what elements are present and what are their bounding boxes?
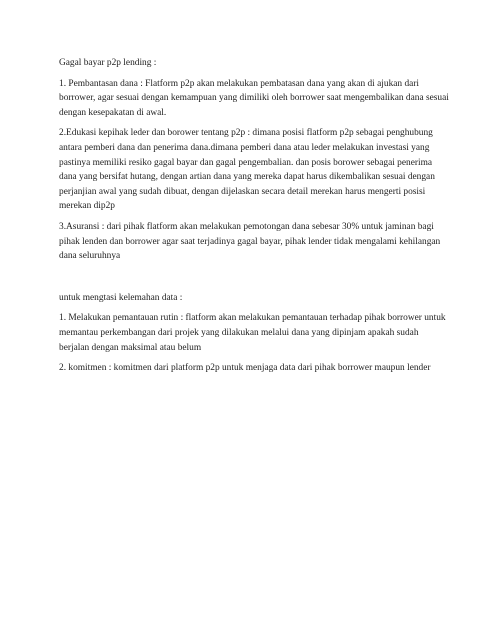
paragraph-komitmen: 2. komitmen : komitmen dari platform p2p untuk menjaga data dari pihak borrower maupun lender	[59, 363, 431, 374]
heading-kelemahan-data: untuk mengtasi kelemahan data :	[59, 292, 183, 303]
paragraph-asuransi: 3.Asuransi : dari pihak flatform akan melakukan pemotongan dana sebesar 30% untuk jaminan bagi pihak lenden dan borrower agar saat terjadinya gagal bayar, pihak lender tidak mengalami kehilangan dana seluruhnya	[59, 221, 441, 262]
paragraph-pemantauan-rutin: 1. Melakukan pemantauan rutin : flatform akan melakukan pemantauan terhadap pihak borrower untuk memantau perkembangan dari projek yang dilakukan melalui dana yang dipinjam apakah sudah berjalan dengan maksimal atau belum	[59, 313, 446, 353]
heading-gagal-bayar: Gagal bayar p2p lending :	[59, 58, 157, 68]
paragraph-edukasi: 2.Edukasi kepihak leder dan borower tentang p2p : dimana posisi flatform p2p sebagai penghubung antara pemberi dana dan penerima dana.dimana pemberi dana atau leder melakukan investasi yang pastinya memiliki resiko gagal bayar dan gagal pengembalian. dan posis borower sebagai penerima dana yang bersifat hutang, dengan artian dana yang mereka dapat harus dikembalikan sesuai dengan perjanjian awal yang sudah dibuat, dengan dijelaskan secara detail merekan harus mengerti posisi merekan dip2p	[59, 128, 435, 212]
paragraph-pembatasan-dana: 1. Pembantasan dana : Flatform p2p akan melakukan pembatasan dana yang akan di ajukan dari borrower, agar sesuai dengan kemampuan yang dimiliki oleh borrower saat mengembalikan dana sesuai dengan kesepakatan di awal.	[59, 78, 449, 118]
document-body	[59, 56, 449, 382]
section-gap	[59, 270, 449, 291]
